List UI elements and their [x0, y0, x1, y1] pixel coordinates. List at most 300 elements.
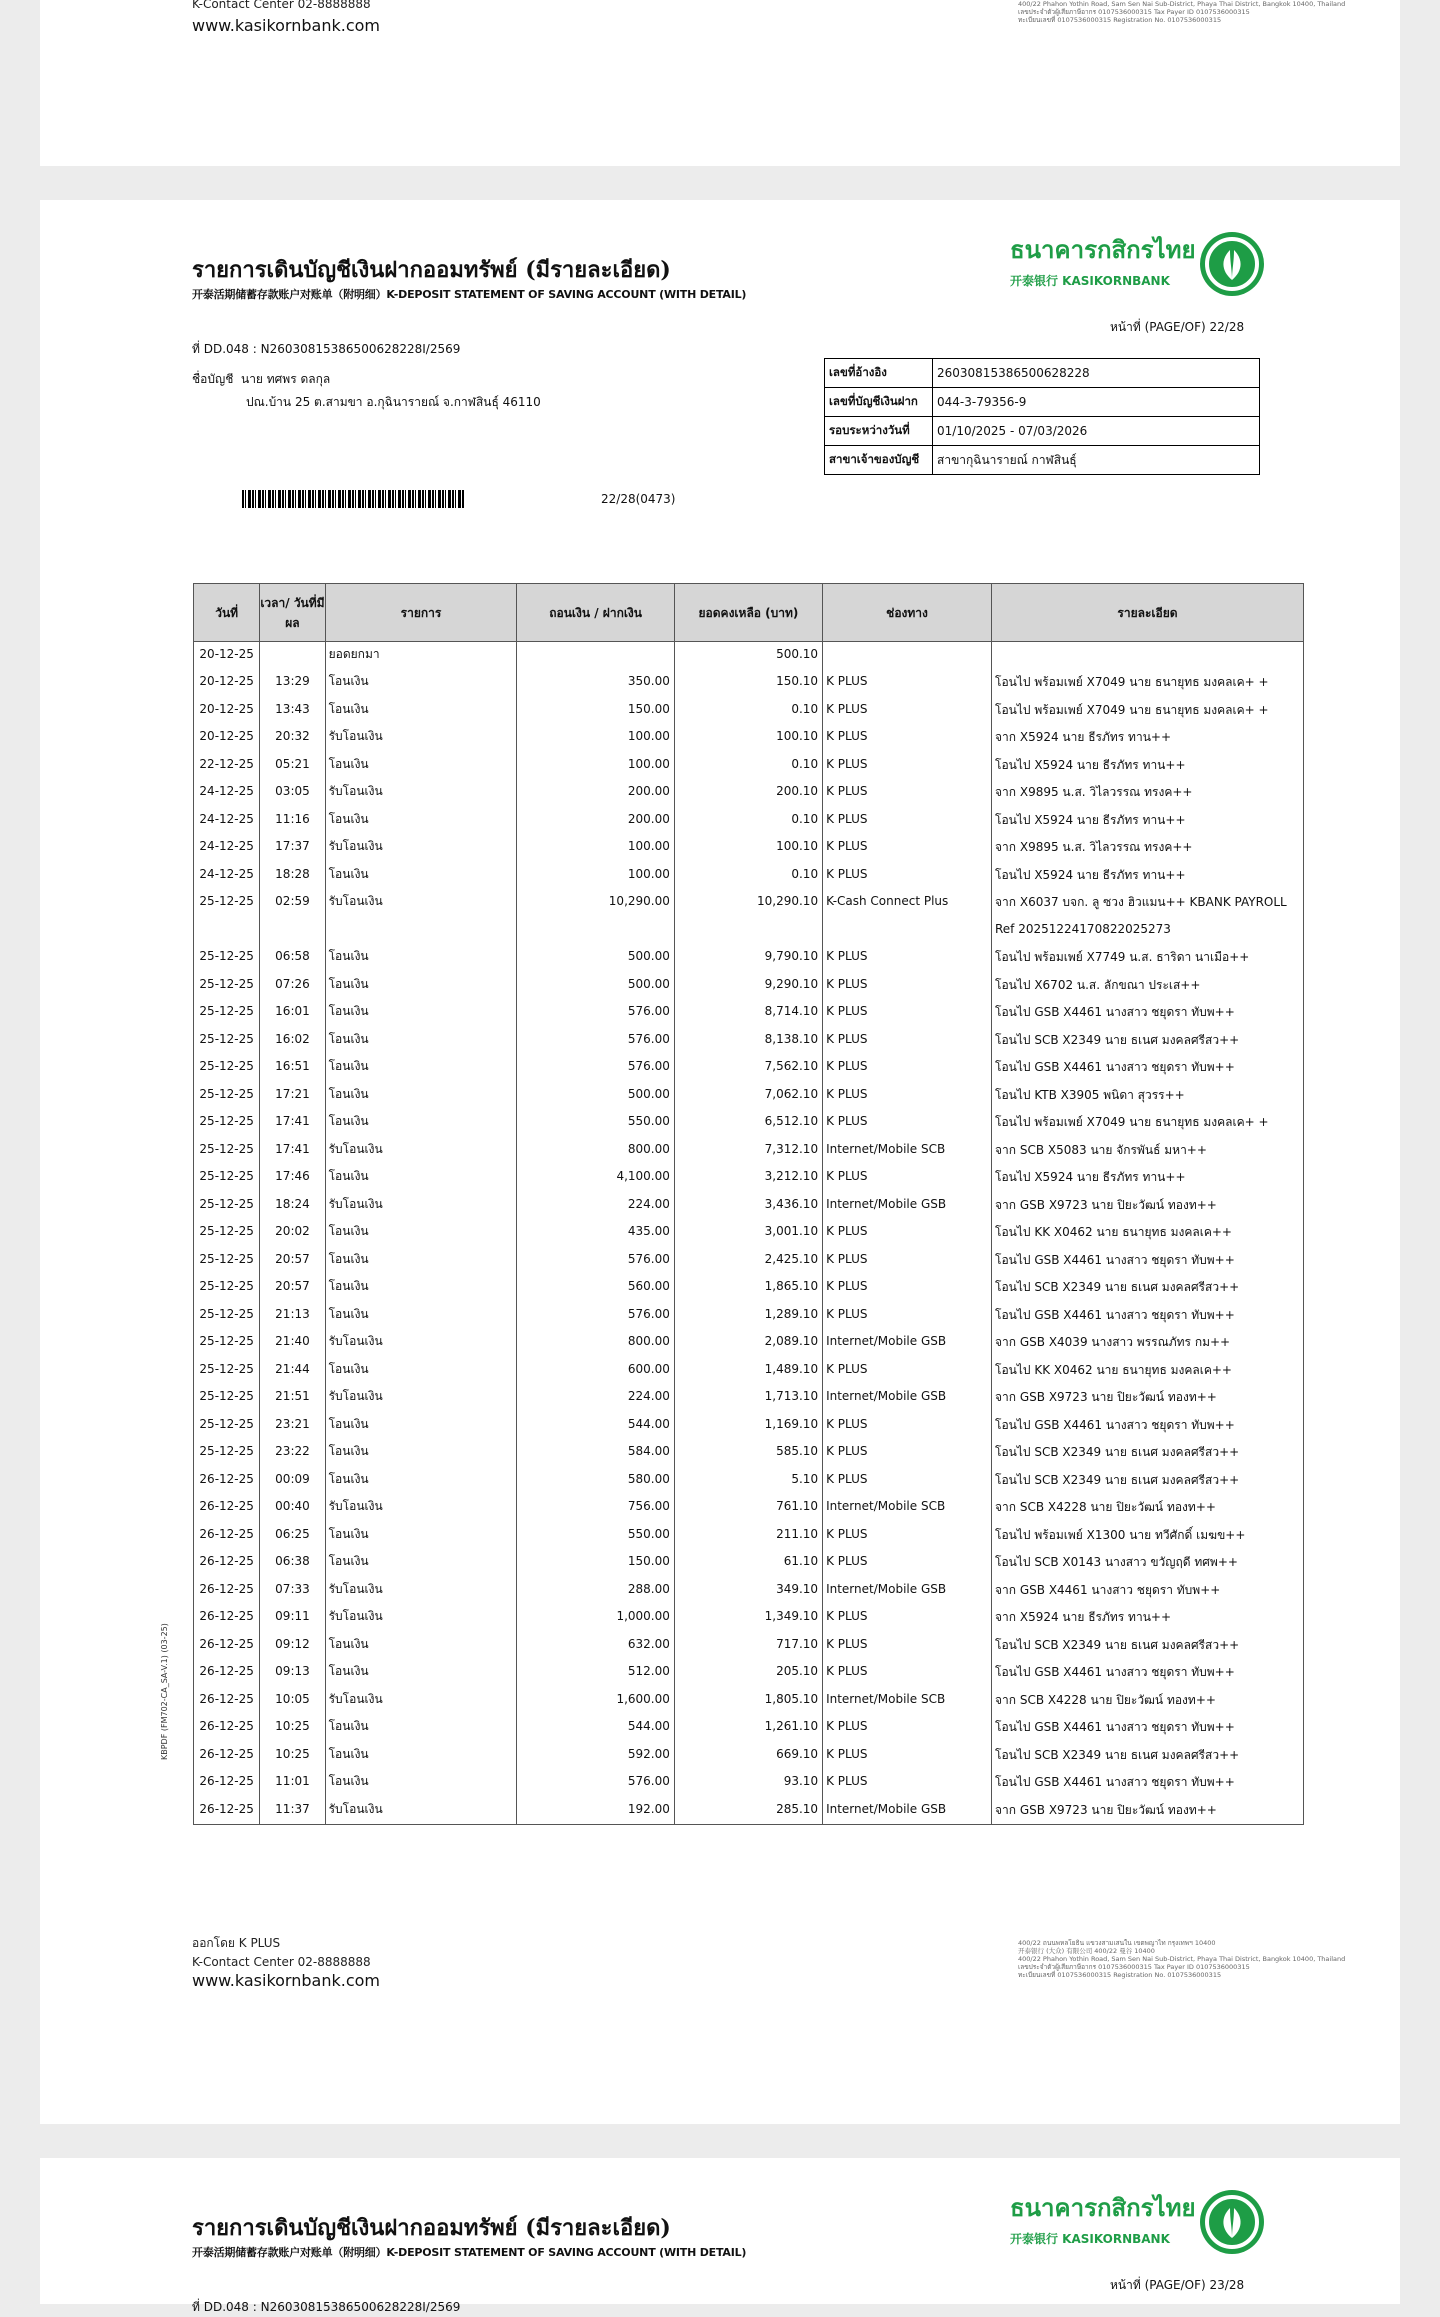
next-bank-name-en: 开泰银行 KASIKORNBANK	[1010, 2232, 1170, 2246]
cell-channel: K PLUS	[823, 834, 992, 862]
cell-time: 18:24	[260, 1192, 325, 1220]
cell-detail: จาก SCB X4228 นาย ปิยะวัฒน์ ทองท++	[992, 1494, 1304, 1522]
cell-balance: 761.10	[674, 1494, 822, 1522]
table-row	[194, 1714, 1304, 1742]
table-row	[194, 1027, 1304, 1055]
cell-balance: 585.10	[674, 1439, 822, 1467]
cell-amount: 224.00	[517, 1384, 675, 1412]
cell-channel	[823, 642, 992, 670]
cell-description: โอนเงิน	[325, 807, 517, 835]
footer-fineprint: 400/22 ถนนพหลโยธิน แขวงสามเสนใน เขตพญาไท กรุงเทพฯ 10400 开泰银行 (大众) 有限公司 400/22 曼谷 10400 400/22 Phahon Yothin Road, Sam Sen Nai Sub-District, Phaya Thai District, Bangkok 10400, Thailand เลขประจำตัวผู้เสียภาษีอากร 0107536000315 Tax Payer ID 0107536000315 ทะเบียนเลขที่ 0107536000315 Registration No. 0107536000315	[1018, 1939, 1346, 1979]
table-row	[194, 1219, 1304, 1247]
cell-amount: 576.00	[517, 1054, 675, 1082]
cell-description: โอนเงิน	[325, 752, 517, 780]
cell-amount: 192.00	[517, 1797, 675, 1825]
cell-channel: K PLUS	[823, 1247, 992, 1275]
cell-balance: 3,212.10	[674, 1164, 822, 1192]
cell-amount: 584.00	[517, 1439, 675, 1467]
cell-time: 20:32	[260, 724, 325, 752]
cell-balance: 200.10	[674, 779, 822, 807]
cell-balance: 3,436.10	[674, 1192, 822, 1220]
transaction-table	[193, 583, 1304, 1825]
cell-detail: โอนไป SCB X2349 นาย ธเนศ มงคลศรีสว++	[992, 1274, 1304, 1302]
cell-description: โอนเงิน	[325, 1302, 517, 1330]
cell-description: โอนเงิน	[325, 1467, 517, 1495]
cell-balance: 1,713.10	[674, 1384, 822, 1412]
cell-amount: 580.00	[517, 1467, 675, 1495]
col-description: รายการ	[325, 584, 517, 642]
cell-time: 16:01	[260, 999, 325, 1027]
cell-date: 26-12-25	[194, 1632, 260, 1660]
cell-description: โอนเงิน	[325, 999, 517, 1027]
cell-time: 16:51	[260, 1054, 325, 1082]
cell-time: 11:37	[260, 1797, 325, 1825]
statement-title-th: รายการเดินบัญชีเงินฝากออมทรัพย์ (มีรายละเอียด)	[192, 257, 671, 283]
cell-amount: 150.00	[517, 1549, 675, 1577]
table-row	[194, 779, 1304, 807]
cell-time: 10:25	[260, 1742, 325, 1770]
barcode	[242, 490, 464, 508]
cell-amount: 632.00	[517, 1632, 675, 1660]
table-row	[194, 1357, 1304, 1385]
cell-amount: 350.00	[517, 669, 675, 697]
col-detail: รายละเอียด	[992, 584, 1304, 642]
cell-amount	[517, 642, 675, 670]
cell-amount: 512.00	[517, 1659, 675, 1687]
cell-amount: 100.00	[517, 724, 675, 752]
cell-channel: K PLUS	[823, 1467, 992, 1495]
cell-date: 20-12-25	[194, 642, 260, 670]
cell-description: โอนเงิน	[325, 1027, 517, 1055]
cell-detail: โอนไป GSB X4461 นางสาว ชยุดรา ทับพ++	[992, 1247, 1304, 1275]
cell-date: 25-12-25	[194, 1302, 260, 1330]
cell-balance: 6,512.10	[674, 1109, 822, 1137]
cell-description: โอนเงิน	[325, 1054, 517, 1082]
cell-amount: 435.00	[517, 1219, 675, 1247]
cell-channel: Internet/Mobile GSB	[823, 1577, 992, 1605]
statement-title-en: 开泰活期储蓄存款账户对账单（附明细）K-DEPOSIT STATEMENT OF SAVING ACCOUNT (WITH DETAIL)	[192, 288, 747, 301]
cell-channel: K PLUS	[823, 1742, 992, 1770]
cell-detail: โอนไป GSB X4461 นางสาว ชยุดรา ทับพ++	[992, 1412, 1304, 1440]
cell-time: 09:13	[260, 1659, 325, 1687]
cell-channel: Internet/Mobile GSB	[823, 1192, 992, 1220]
cell-description: โอนเงิน	[325, 1109, 517, 1137]
cell-detail: โอนไป พร้อมเพย์ X7749 น.ส. ธาริดา นาเมือ++	[992, 944, 1304, 972]
cell-detail: โอนไป KK X0462 นาย ธนายุทธ มงคลเค++	[992, 1219, 1304, 1247]
cell-description: โอนเงิน	[325, 1742, 517, 1770]
footer-website: www.kasikornbank.com	[192, 1971, 380, 1990]
cell-date: 24-12-25	[194, 807, 260, 835]
table-row	[194, 1439, 1304, 1467]
cell-channel: K PLUS	[823, 1769, 992, 1797]
info-row-period: รอบระหว่างวันที่ 01/10/2025 - 07/03/2026	[825, 417, 1260, 446]
cell-date: 24-12-25	[194, 862, 260, 890]
cell-amount: 576.00	[517, 1769, 675, 1797]
cell-detail: โอนไป X6702 น.ส. ลักขณา ประเส++	[992, 972, 1304, 1000]
cell-date: 26-12-25	[194, 1549, 260, 1577]
cell-detail: จาก SCB X4228 นาย ปิยะวัฒน์ ทองท++	[992, 1687, 1304, 1715]
cell-detail: จาก GSB X4039 นางสาว พรรณภัทร กม++	[992, 1329, 1304, 1357]
col-amount: ถอนเงิน / ฝากเงิน	[517, 584, 675, 642]
footer	[192, 1934, 380, 1990]
table-row	[194, 697, 1304, 725]
cell-time: 06:58	[260, 944, 325, 972]
cell-amount: 4,100.00	[517, 1164, 675, 1192]
barcode-reference: 22/28(0473)	[601, 492, 676, 506]
cell-description: โอนเงิน	[325, 1082, 517, 1110]
cell-date: 25-12-25	[194, 1357, 260, 1385]
cell-date: 24-12-25	[194, 779, 260, 807]
form-code: KBPDF (FM702-CA_SA-V.1) (03-25)	[160, 1623, 169, 1760]
cell-channel: K PLUS	[823, 1054, 992, 1082]
cell-time: 23:21	[260, 1412, 325, 1440]
cell-balance: 1,805.10	[674, 1687, 822, 1715]
cell-channel: K PLUS	[823, 1274, 992, 1302]
cell-detail: จาก X5924 นาย ธีรภัทร ทาน++	[992, 724, 1304, 752]
cell-detail: โอนไป KK X0462 นาย ธนายุทธ มงคลเค++	[992, 1357, 1304, 1385]
cell-amount: 200.00	[517, 807, 675, 835]
cell-time: 13:43	[260, 697, 325, 725]
cell-balance: 2,089.10	[674, 1329, 822, 1357]
cell-detail: โอนไป GSB X4461 นางสาว ชยุดรา ทับพ++	[992, 1659, 1304, 1687]
table-row	[194, 1054, 1304, 1082]
cell-detail: โอนไป SCB X2349 นาย ธเนศ มงคลศรีสว++	[992, 1632, 1304, 1660]
cell-balance: 100.10	[674, 724, 822, 752]
cell-detail: โอนไป GSB X4461 นางสาว ชยุดรา ทับพ++	[992, 1302, 1304, 1330]
cell-balance: 5.10	[674, 1467, 822, 1495]
cell-channel: K PLUS	[823, 944, 992, 972]
cell-channel: Internet/Mobile GSB	[823, 1384, 992, 1412]
cell-date: 25-12-25	[194, 999, 260, 1027]
cell-date: 26-12-25	[194, 1467, 260, 1495]
cell-time: 21:44	[260, 1357, 325, 1385]
cell-description: รับโอนเงิน	[325, 1687, 517, 1715]
cell-amount: 576.00	[517, 1027, 675, 1055]
cell-channel: Internet/Mobile SCB	[823, 1687, 992, 1715]
table-row	[194, 1082, 1304, 1110]
cell-balance: 669.10	[674, 1742, 822, 1770]
cell-amount: 100.00	[517, 752, 675, 780]
cell-detail: โอนไป พร้อมเพย์ X7049 นาย ธนายุทธ มงคลเค+ +	[992, 669, 1304, 697]
cell-date: 25-12-25	[194, 1384, 260, 1412]
cell-time: 00:09	[260, 1467, 325, 1495]
cell-channel: K PLUS	[823, 1357, 992, 1385]
cell-balance: 1,865.10	[674, 1274, 822, 1302]
cell-description: รับโอนเงิน	[325, 834, 517, 862]
cell-detail: โอนไป SCB X0143 นางสาว ขวัญฤดี ทศพ++	[992, 1549, 1304, 1577]
cell-amount: 576.00	[517, 1247, 675, 1275]
cell-date: 25-12-25	[194, 1439, 260, 1467]
cell-time: 10:25	[260, 1714, 325, 1742]
cell-description: รับโอนเงิน	[325, 889, 517, 944]
cell-date: 26-12-25	[194, 1797, 260, 1825]
account-address: ปณ.บ้าน 25 ต.สามขา อ.กุฉินารายณ์ จ.กาฬสินธุ์ 46110	[246, 395, 541, 409]
footer-contact: K-Contact Center 02-8888888	[192, 1955, 371, 1969]
table-row	[194, 999, 1304, 1027]
cell-time: 09:11	[260, 1604, 325, 1632]
cell-detail: โอนไป GSB X4461 นางสาว ชยุดรา ทับพ++	[992, 1714, 1304, 1742]
cell-balance: 349.10	[674, 1577, 822, 1605]
cell-channel: K PLUS	[823, 1659, 992, 1687]
cell-channel: K PLUS	[823, 1632, 992, 1660]
cell-time: 07:26	[260, 972, 325, 1000]
cell-description: โอนเงิน	[325, 1714, 517, 1742]
cell-date: 25-12-25	[194, 1247, 260, 1275]
cell-amount: 100.00	[517, 862, 675, 890]
cell-date: 26-12-25	[194, 1522, 260, 1550]
table-row	[194, 1797, 1304, 1825]
cell-time: 11:01	[260, 1769, 325, 1797]
table-row	[194, 972, 1304, 1000]
cell-detail: จาก GSB X4461 นางสาว ชยุดรา ทับพ++	[992, 1577, 1304, 1605]
cell-detail: จาก GSB X9723 นาย ปิยะวัฒน์ ทองท++	[992, 1192, 1304, 1220]
cell-time: 17:21	[260, 1082, 325, 1110]
next-kbank-logo-icon	[1200, 2190, 1264, 2254]
cell-channel: K PLUS	[823, 669, 992, 697]
cell-balance: 285.10	[674, 1797, 822, 1825]
cell-date: 25-12-25	[194, 889, 260, 944]
table-row	[194, 862, 1304, 890]
prev-website: www.kasikornbank.com	[192, 16, 380, 35]
table-row	[194, 1384, 1304, 1412]
cell-date: 25-12-25	[194, 944, 260, 972]
cell-channel: K PLUS	[823, 1027, 992, 1055]
table-header-row	[194, 584, 1304, 642]
cell-time: 18:28	[260, 862, 325, 890]
cell-detail: โอนไป GSB X4461 นางสาว ชยุดรา ทับพ++	[992, 1054, 1304, 1082]
cell-description: โอนเงิน	[325, 1247, 517, 1275]
cell-balance: 8,138.10	[674, 1027, 822, 1055]
cell-amount: 544.00	[517, 1714, 675, 1742]
cell-description: โอนเงิน	[325, 1439, 517, 1467]
page-number: หน้าที่ (PAGE/OF) 22/28	[1110, 320, 1245, 334]
cell-amount: 800.00	[517, 1137, 675, 1165]
cell-time: 00:40	[260, 1494, 325, 1522]
next-title-en: 开泰活期储蓄存款账户对账单（附明细）K-DEPOSIT STATEMENT OF SAVING ACCOUNT (WITH DETAIL)	[192, 2246, 747, 2259]
cell-detail: โอนไป KTB X3905 พนิดา สุวรร++	[992, 1082, 1304, 1110]
cell-channel: K PLUS	[823, 779, 992, 807]
cell-detail: จาก X9895 น.ส. วิไลวรรณ ทรงค++	[992, 779, 1304, 807]
cell-time: 17:41	[260, 1109, 325, 1137]
cell-balance: 211.10	[674, 1522, 822, 1550]
cell-time: 02:59	[260, 889, 325, 944]
cell-channel: K PLUS	[823, 1522, 992, 1550]
col-channel: ช่องทาง	[823, 584, 992, 642]
cell-detail: โอนไป SCB X2349 นาย ธเนศ มงคลศรีสว++	[992, 1439, 1304, 1467]
cell-channel: K PLUS	[823, 724, 992, 752]
table-row	[194, 1302, 1304, 1330]
cell-time: 07:33	[260, 1577, 325, 1605]
cell-amount: 544.00	[517, 1412, 675, 1440]
cell-time: 17:41	[260, 1137, 325, 1165]
issued-by: ออกโดย K PLUS	[192, 1936, 281, 1950]
next-title-th: รายการเดินบัญชีเงินฝากออมทรัพย์ (มีรายละเอียด)	[192, 2215, 671, 2241]
cell-time: 10:05	[260, 1687, 325, 1715]
transaction-rows	[194, 642, 1304, 1825]
cell-description: โอนเงิน	[325, 697, 517, 725]
table-row	[194, 1329, 1304, 1357]
cell-balance: 717.10	[674, 1632, 822, 1660]
next-bank-name-th: ธนาคารกสิกรไทย	[1010, 2193, 1196, 2222]
table-row	[194, 1632, 1304, 1660]
cell-time: 09:12	[260, 1632, 325, 1660]
cell-channel: Internet/Mobile SCB	[823, 1137, 992, 1165]
cell-date: 25-12-25	[194, 1329, 260, 1357]
cell-channel: K PLUS	[823, 862, 992, 890]
table-row	[194, 1274, 1304, 1302]
table-row	[194, 1769, 1304, 1797]
cell-detail: โอนไป X5924 นาย ธีรภัทร ทาน++	[992, 807, 1304, 835]
table-row	[194, 1604, 1304, 1632]
cell-detail: จาก X9895 น.ส. วิไลวรรณ ทรงค++	[992, 834, 1304, 862]
cell-detail: โอนไป GSB X4461 นางสาว ชยุดรา ทับพ++	[992, 999, 1304, 1027]
cell-channel: K PLUS	[823, 1109, 992, 1137]
col-date: วันที่	[194, 584, 260, 642]
cell-time: 06:25	[260, 1522, 325, 1550]
cell-time: 05:21	[260, 752, 325, 780]
cell-description: โอนเงิน	[325, 1632, 517, 1660]
cell-detail: โอนไป พร้อมเพย์ X7049 นาย ธนายุทธ มงคลเค+ +	[992, 1109, 1304, 1137]
cell-balance: 150.10	[674, 669, 822, 697]
cell-detail: จาก X6037 บจก. ลู ซวง ฮิวแมน++ KBANK PAYROLL Ref 20251224170822025273	[992, 889, 1304, 944]
table-row	[194, 642, 1304, 670]
cell-description: รับโอนเงิน	[325, 1577, 517, 1605]
cell-detail: จาก GSB X9723 นาย ปิยะวัฒน์ ทองท++	[992, 1384, 1304, 1412]
table-row	[194, 1164, 1304, 1192]
table-row	[194, 724, 1304, 752]
table-row	[194, 1742, 1304, 1770]
cell-balance: 0.10	[674, 862, 822, 890]
cell-date: 25-12-25	[194, 1274, 260, 1302]
cell-description: โอนเงิน	[325, 1659, 517, 1687]
cell-channel: K PLUS	[823, 1412, 992, 1440]
cell-detail: จาก SCB X5083 นาย จักรพันธ์ มหา++	[992, 1137, 1304, 1165]
cell-description: รับโอนเงิน	[325, 1329, 517, 1357]
cell-description: โอนเงิน	[325, 669, 517, 697]
cell-time: 16:02	[260, 1027, 325, 1055]
cell-time: 20:57	[260, 1274, 325, 1302]
cell-balance: 93.10	[674, 1769, 822, 1797]
cell-date: 26-12-25	[194, 1577, 260, 1605]
table-row	[194, 1247, 1304, 1275]
cell-date: 26-12-25	[194, 1494, 260, 1522]
cell-channel: K PLUS	[823, 697, 992, 725]
cell-description: รับโอนเงิน	[325, 1192, 517, 1220]
cell-amount: 576.00	[517, 999, 675, 1027]
cell-channel: K PLUS	[823, 1164, 992, 1192]
cell-detail: โอนไป พร้อมเพย์ X7049 นาย ธนายุทธ มงคลเค+ +	[992, 697, 1304, 725]
next-page	[40, 2158, 1400, 2314]
cell-channel: K PLUS	[823, 752, 992, 780]
cell-balance: 1,169.10	[674, 1412, 822, 1440]
cell-amount: 100.00	[517, 834, 675, 862]
cell-date: 26-12-25	[194, 1604, 260, 1632]
cell-amount: 500.00	[517, 972, 675, 1000]
cell-detail: จาก X5924 นาย ธีรภัทร ทาน++	[992, 1604, 1304, 1632]
cell-detail: โอนไป X5924 นาย ธีรภัทร ทาน++	[992, 862, 1304, 890]
cell-description: โอนเงิน	[325, 1769, 517, 1797]
cell-description: โอนเงิน	[325, 1522, 517, 1550]
cell-amount: 550.00	[517, 1109, 675, 1137]
cell-channel: K PLUS	[823, 972, 992, 1000]
cell-amount: 600.00	[517, 1357, 675, 1385]
cell-description: รับโอนเงิน	[325, 724, 517, 752]
cell-date: 26-12-25	[194, 1769, 260, 1797]
cell-description: ยอดยกมา	[325, 642, 517, 670]
cell-amount: 500.00	[517, 944, 675, 972]
cell-description: รับโอนเงิน	[325, 1137, 517, 1165]
cell-balance: 9,290.10	[674, 972, 822, 1000]
cell-amount: 1,000.00	[517, 1604, 675, 1632]
cell-balance: 1,289.10	[674, 1302, 822, 1330]
cell-amount: 576.00	[517, 1302, 675, 1330]
kbank-logo-icon	[1200, 232, 1264, 296]
cell-balance: 10,290.10	[674, 889, 822, 944]
cell-date: 26-12-25	[194, 1659, 260, 1687]
table-row	[194, 944, 1304, 972]
cell-time: 13:29	[260, 669, 325, 697]
prev-contact: K-Contact Center 02-8888888	[192, 0, 371, 11]
cell-description: รับโอนเงิน	[325, 1604, 517, 1632]
cell-balance: 205.10	[674, 1659, 822, 1687]
cell-channel: K PLUS	[823, 1714, 992, 1742]
cell-description: โอนเงิน	[325, 972, 517, 1000]
cell-channel: K PLUS	[823, 1082, 992, 1110]
cell-balance: 7,062.10	[674, 1082, 822, 1110]
cell-description: โอนเงิน	[325, 1549, 517, 1577]
cell-amount: 756.00	[517, 1494, 675, 1522]
cell-description: โอนเงิน	[325, 1412, 517, 1440]
cell-balance: 1,349.10	[674, 1604, 822, 1632]
cell-time: 20:57	[260, 1247, 325, 1275]
table-row	[194, 1467, 1304, 1495]
cell-description: โอนเงิน	[325, 1219, 517, 1247]
cell-amount: 1,600.00	[517, 1687, 675, 1715]
cell-description: รับโอนเงิน	[325, 1494, 517, 1522]
cell-date: 25-12-25	[194, 1082, 260, 1110]
table-row	[194, 1522, 1304, 1550]
cell-time: 03:05	[260, 779, 325, 807]
cell-balance: 61.10	[674, 1549, 822, 1577]
cell-balance: 500.10	[674, 642, 822, 670]
cell-date: 25-12-25	[194, 1412, 260, 1440]
cell-channel: K PLUS	[823, 1302, 992, 1330]
cell-channel: K-Cash Connect Plus	[823, 889, 992, 944]
cell-date: 20-12-25	[194, 669, 260, 697]
cell-channel: Internet/Mobile GSB	[823, 1329, 992, 1357]
info-row-branch: สาขาเจ้าของบัญชี สาขากุฉินารายณ์ กาฬสินธุ์	[825, 446, 1260, 475]
cell-amount: 288.00	[517, 1577, 675, 1605]
cell-description: โอนเงิน	[325, 944, 517, 972]
cell-time: 21:51	[260, 1384, 325, 1412]
cell-channel: Internet/Mobile GSB	[823, 1797, 992, 1825]
cell-date: 20-12-25	[194, 724, 260, 752]
cell-balance: 0.10	[674, 697, 822, 725]
cell-channel: K PLUS	[823, 1604, 992, 1632]
table-row	[194, 1412, 1304, 1440]
table-row	[194, 1549, 1304, 1577]
cell-detail: โอนไป SCB X2349 นาย ธเนศ มงคลศรีสว++	[992, 1027, 1304, 1055]
prev-fineprint: 400/22 Phahon Yothin Road, Sam Sen Nai Sub-District, Phaya Thai District, Bangkok 10400, Thailand เลขประจำตัวผู้เสียภาษีอากร 0107536000315 Tax Payer ID 0107536000315 ทะเบียนเลขที่ 0107536000315 Registration No. 0107536000315	[1018, 0, 1346, 24]
cell-amount: 200.00	[517, 779, 675, 807]
next-document-reference: ที่ DD.048 : N2603081538650062822​8I/2569	[192, 2300, 461, 2314]
table-row	[194, 752, 1304, 780]
cell-balance: 3,001.10	[674, 1219, 822, 1247]
cell-time: 20:02	[260, 1219, 325, 1247]
cell-time: 11:16	[260, 807, 325, 835]
cell-balance: 8,714.10	[674, 999, 822, 1027]
cell-date: 26-12-25	[194, 1742, 260, 1770]
